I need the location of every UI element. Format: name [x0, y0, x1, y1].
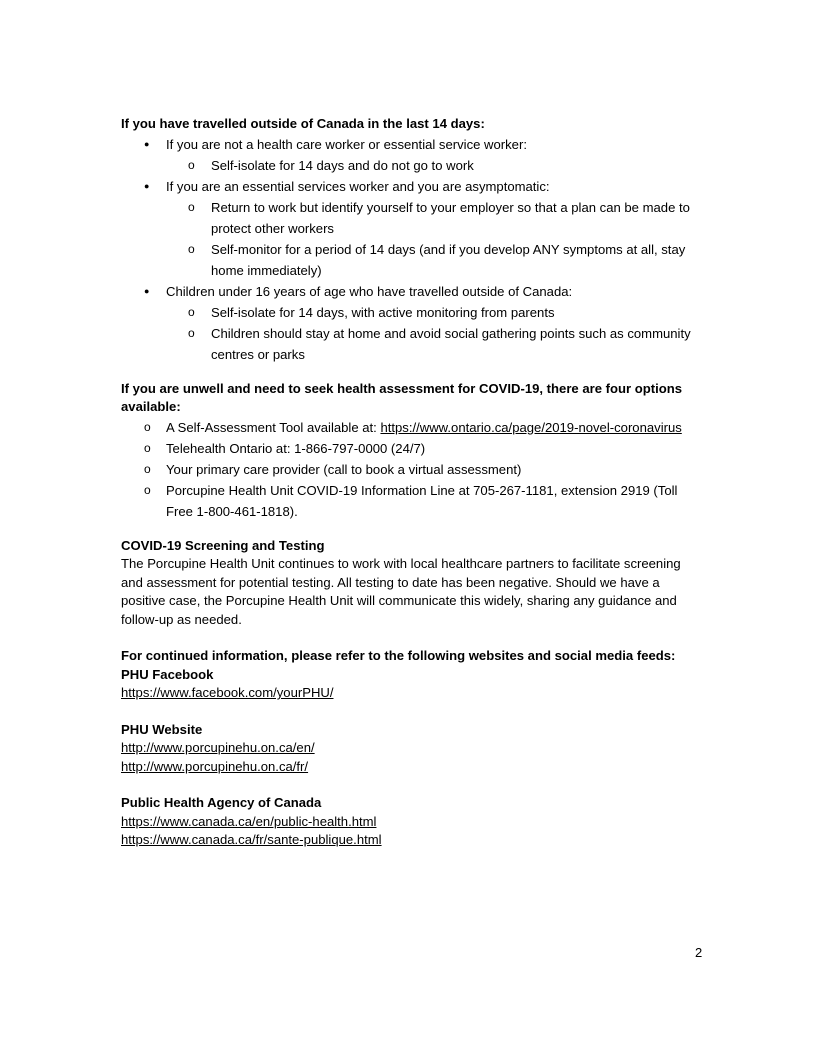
- phac-title: Public Health Agency of Canada: [121, 795, 322, 810]
- travel-heading: If you have travelled outside of Canada in the last 14 days:: [121, 116, 485, 131]
- website-en-link[interactable]: http://www.porcupinehu.on.ca/en/: [121, 740, 315, 755]
- phac-fr-link[interactable]: https://www.canada.ca/fr/sante-publique.html: [121, 832, 382, 847]
- travel-bullet-2: ● If you are an essential services worker and you are asymptomatic:: [121, 176, 706, 197]
- facebook-title: PHU Facebook: [121, 666, 214, 682]
- travel-subbullet: o Self-isolate for 14 days and do not go to work: [121, 155, 706, 176]
- assessment-option-info-line: o Porcupine Health Unit COVID-19 Information Line at 705-267-1181, extension 2919 (Toll Free 1-800-461-1818).: [121, 480, 706, 522]
- page-number: 2: [695, 945, 703, 960]
- travel-subbullet: o Return to work but identify yourself to your employer so that a plan can be made to protect other workers: [121, 197, 706, 239]
- screening-body: The Porcupine Health Unit continues to work with local healthcare partners to facilitate screening and assessment for potential testing. All testing to date has been negative. Should we have a positive case, the Porcupine Health Unit will communicate this widely, sharing any guidance and follow-up as needed.: [121, 556, 681, 627]
- travel-subbullet: o Self-isolate for 14 days, with active monitoring from parents: [121, 302, 706, 323]
- travel-bullet-1: ● If you are not a health care worker or essential service worker:: [121, 134, 706, 155]
- website-fr-link[interactable]: http://www.porcupinehu.on.ca/fr/: [121, 758, 309, 774]
- screening-heading: COVID-19 Screening and Testing: [121, 537, 325, 553]
- assessment-heading: If you are unwell and need to seek health assessment for COVID-19, there are four options available:: [121, 380, 682, 414]
- travel-bullet-3: ● Children under 16 years of age who have travelled outside of Canada:: [121, 281, 706, 302]
- facebook-link[interactable]: https://www.facebook.com/yourPHU/: [121, 685, 334, 700]
- resources-heading: For continued information, please refer to the following websites and social media feeds:: [121, 648, 676, 663]
- assessment-option-primary-care: o Your primary care provider (call to book a virtual assessment): [121, 459, 706, 480]
- travel-subbullet: o Self-monitor for a period of 14 days (and if you develop ANY symptoms at all, stay home immediately): [121, 239, 706, 281]
- option-label: A Self-Assessment Tool available at:: [166, 419, 381, 435]
- website-title: PHU Website: [121, 721, 203, 737]
- phac-en-link[interactable]: https://www.canada.ca/en/public-health.html: [121, 813, 377, 829]
- assessment-option-self-assessment: [121, 417, 706, 438]
- document-page: [121, 115, 706, 850]
- ontario-self-assessment-link[interactable]: https://www.ontario.ca/page/2019-novel-coronavirus: [380, 419, 682, 435]
- travel-subbullet: o Children should stay at home and avoid social gathering points such as community centres or parks: [121, 323, 706, 365]
- assessment-option-telehealth: o Telehealth Ontario at: 1-866-797-0000 (24/7): [121, 438, 706, 459]
